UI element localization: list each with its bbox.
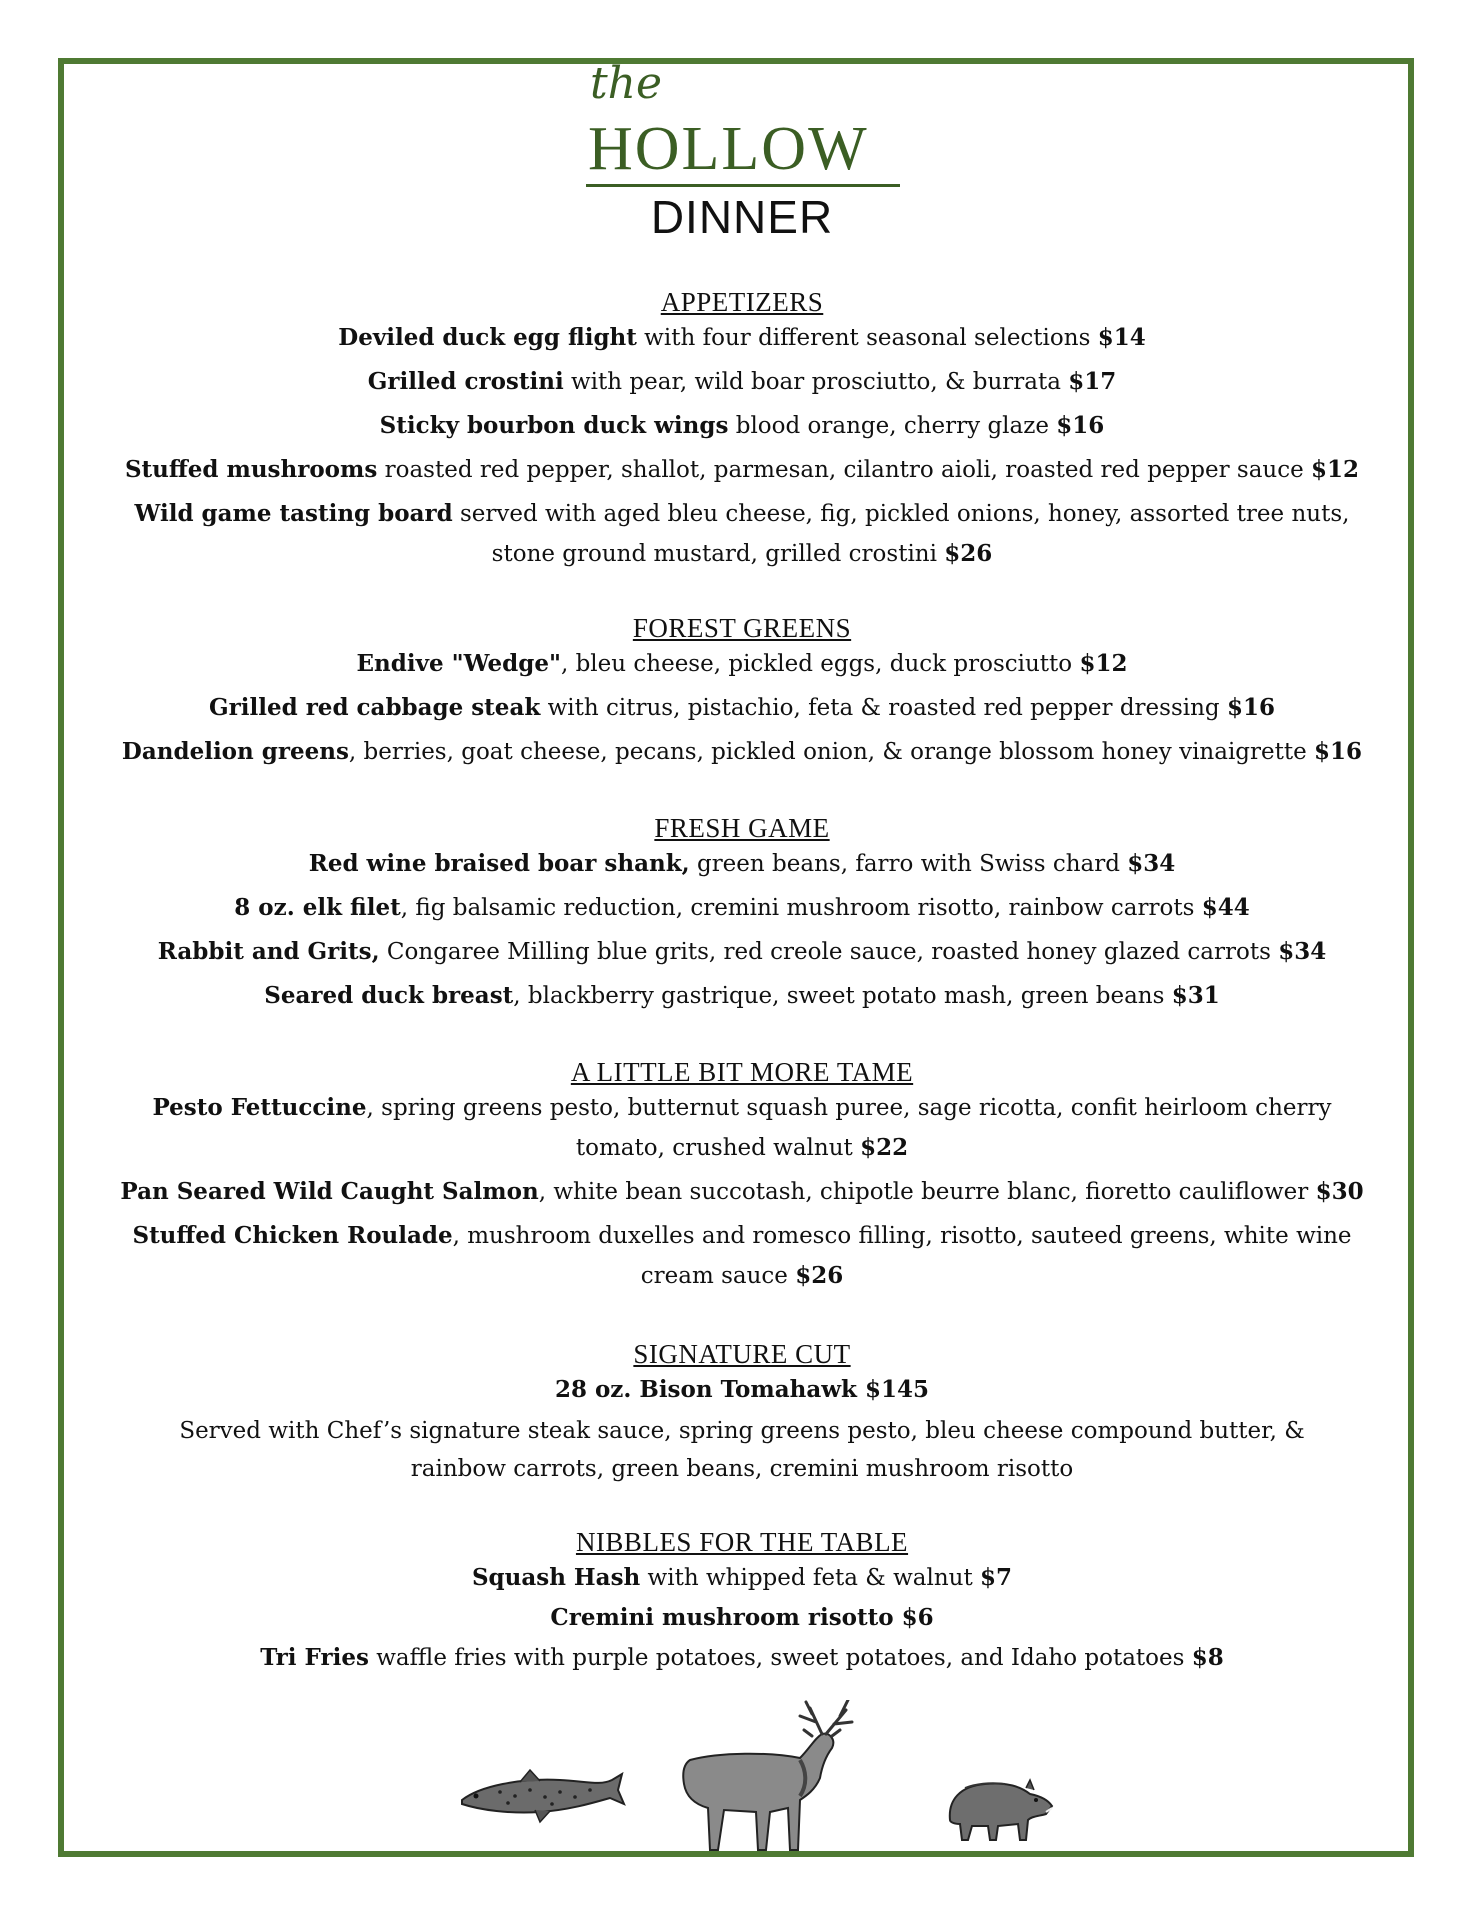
- menu-item: [80, 1558, 1404, 1598]
- item-name: Sticky bourbon duck wings: [379, 412, 729, 439]
- section-title: NIBBLES FOR THE TABLE: [575, 1527, 909, 1557]
- item-desc: blood orange, cherry glaze: [728, 413, 1057, 439]
- animal-illustrations: [0, 1700, 1484, 1860]
- item-price: $34: [1278, 938, 1327, 965]
- item-price: $17: [1068, 368, 1117, 395]
- menu-item: [80, 1370, 1404, 1410]
- item-name: Seared duck breast: [264, 982, 514, 1009]
- menu-item: [80, 888, 1404, 928]
- item-price: $44: [1201, 894, 1250, 921]
- item-name: Cremini mushroom risotto $6: [550, 1604, 934, 1631]
- item-name: Red wine braised boar shank,: [308, 850, 690, 877]
- menu-item: [80, 932, 1404, 972]
- item-name: Deviled duck egg flight: [338, 324, 637, 351]
- menu-item: [80, 1088, 1404, 1168]
- item-name: Squash Hash: [471, 1564, 641, 1591]
- item-desc: , mushroom duxelles and romesco filling, risotto, sauteed greens, white wine cream sauce: [452, 1223, 1352, 1289]
- menu-item: [80, 1598, 1404, 1638]
- menu-item: [80, 732, 1404, 772]
- section-title: SIGNATURE CUT: [633, 1339, 851, 1369]
- section-more-tame: [80, 1056, 1404, 1296]
- item-name: Rabbit and Grits,: [157, 938, 380, 965]
- section-forest-greens: [80, 612, 1404, 772]
- item-price: $16: [1226, 694, 1275, 721]
- section-title: FOREST GREENS: [632, 613, 852, 643]
- item-desc: with whipped feta & walnut: [640, 1565, 981, 1591]
- item-name: Pan Seared Wild Caught Salmon: [120, 1178, 539, 1205]
- item-price: $26: [944, 540, 993, 567]
- item-desc: , blackberry gastrique, sweet potato mash, green beans: [513, 983, 1172, 1009]
- item-desc: with pear, wild boar prosciutto, & burrata: [563, 369, 1069, 395]
- item-price: $12: [1311, 456, 1360, 483]
- item-price: $16: [1056, 412, 1105, 439]
- menu-item: [80, 1172, 1404, 1212]
- item-price: $31: [1171, 982, 1220, 1009]
- item-desc: served with aged bleu cheese, fig, pickled onions, honey, assorted tree nuts, stone ground mustard, grilled crostini: [452, 501, 1350, 567]
- item-desc: , bleu cheese, pickled eggs, duck prosciutto: [560, 651, 1080, 677]
- menu-item: [80, 318, 1404, 358]
- item-price: $16: [1314, 738, 1363, 765]
- item-price: $34: [1127, 850, 1176, 877]
- section-signature-cut: [80, 1338, 1404, 1488]
- logo-hollow: HOLLOW: [588, 115, 869, 183]
- menu-item: [80, 688, 1404, 728]
- item-price: $8: [1191, 1644, 1224, 1671]
- item-name: Stuffed mushrooms: [124, 456, 378, 483]
- item-desc: waffle fries with purple potatoes, sweet potatoes, and Idaho potatoes: [368, 1645, 1192, 1671]
- item-price: $12: [1079, 650, 1128, 677]
- item-price: $14: [1097, 324, 1146, 351]
- item-name: Wild game tasting board: [134, 500, 453, 527]
- item-name: Stuffed Chicken Roulade: [132, 1222, 453, 1249]
- section-title: APPETIZERS: [660, 287, 824, 317]
- item-name: Grilled crostini: [367, 368, 564, 395]
- item-name: Endive "Wedge": [356, 650, 561, 677]
- item-desc: with citrus, pistachio, feta & roasted red pepper dressing: [540, 695, 1227, 721]
- menu-item: [80, 844, 1404, 884]
- section-title: FRESH GAME: [654, 813, 830, 843]
- menu-item: [80, 494, 1404, 574]
- section-fresh-game: [80, 812, 1404, 1016]
- item-desc: , berries, goat cheese, pecans, pickled onion, & orange blossom honey vinaigrette: [348, 739, 1315, 765]
- item-desc: green beans, farro with Swiss chard: [689, 851, 1128, 877]
- menu-item: [80, 450, 1404, 490]
- menu-item: [80, 406, 1404, 446]
- item-desc: Congaree Milling blue grits, red creole sauce, roasted honey glazed carrots: [379, 939, 1279, 965]
- item-note: Served with Chef’s signature steak sauce, spring greens pesto, bleu cheese compound butter, & rainbow carrots, green beans, cremini mushroom risotto: [179, 1418, 1305, 1482]
- item-desc: , fig balsamic reduction, cremini mushroom risotto, rainbow carrots: [400, 895, 1202, 921]
- menu-item: [80, 644, 1404, 684]
- item-price: $26: [795, 1262, 844, 1289]
- item-name: 28 oz. Bison Tomahawk $145: [554, 1376, 930, 1403]
- item-name: Tri Fries: [260, 1644, 369, 1671]
- section-appetizers: [80, 286, 1404, 574]
- elk-icon: [683, 1700, 852, 1850]
- item-desc: , white bean succotash, chipotle beurre blanc, fioretto cauliflower: [538, 1179, 1316, 1205]
- trout-icon: [462, 1770, 624, 1822]
- item-name: 8 oz. elk filet: [234, 894, 401, 921]
- item-name: Grilled red cabbage steak: [209, 694, 541, 721]
- item-name: Pesto Fettuccine: [152, 1094, 367, 1121]
- item-desc: , spring greens pesto, butternut squash puree, sage ricotta, confit heirloom cherry tomato, crushed walnut: [366, 1095, 1332, 1161]
- section-nibbles: [80, 1526, 1404, 1678]
- item-desc: with four different seasonal selections: [636, 325, 1098, 351]
- page-title: DINNER: [650, 191, 834, 243]
- item-price: $7: [980, 1564, 1013, 1591]
- logo-the: the: [590, 58, 663, 109]
- item-price: $30: [1315, 1178, 1364, 1205]
- item-price: $22: [860, 1134, 909, 1161]
- menu-item: [80, 1638, 1404, 1678]
- menu-item: [80, 1216, 1404, 1296]
- section-title: A LITTLE BIT MORE TAME: [570, 1057, 914, 1087]
- item-name: Dandelion greens: [121, 738, 349, 765]
- menu-item: [80, 362, 1404, 402]
- boar-icon: [950, 1780, 1052, 1840]
- menu-item: [80, 976, 1404, 1016]
- logo-underline: [586, 184, 900, 187]
- item-desc: roasted red pepper, shallot, parmesan, cilantro aioli, roasted red pepper sauce: [377, 457, 1312, 483]
